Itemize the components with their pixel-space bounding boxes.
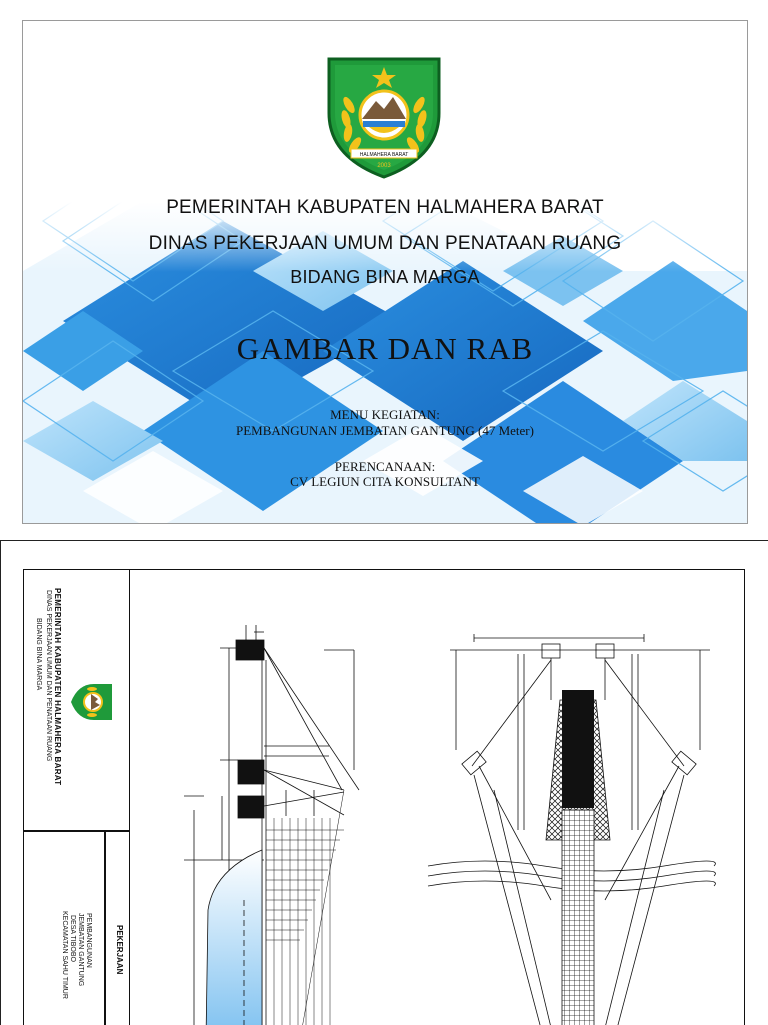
drawing-frame <box>23 569 745 1025</box>
document-title: GAMBAR DAN RAB <box>236 331 534 366</box>
work-line-3: DESA TIBOBO <box>69 915 76 962</box>
work-line-1: PEMBANGUNAN <box>85 913 92 968</box>
work-line-2: JEMBATAN GANTUNG <box>77 913 84 987</box>
section-label-pekerjaan: PEKERJAAN <box>115 925 124 975</box>
menu-kegiatan-label: MENU KEGIATAN: <box>330 407 440 422</box>
perencanaan-value: CV LEGIUN CITA KONSULTANT <box>290 474 480 489</box>
drawing-sheet-page <box>0 540 768 1025</box>
gov-line-regency: PEMERINTAH KABUPATEN HALMAHERA BARAT <box>166 197 604 218</box>
gov-line-division: BIDANG BINA MARGA <box>290 267 480 287</box>
emblem-year-text: 2003 <box>377 163 391 169</box>
menu-kegiatan-value: PEMBANGUNAN JEMBATAN GANTUNG (47 Meter) <box>236 423 534 438</box>
title-block-org-line3: BIDANG BINA MARGA <box>35 618 42 691</box>
perencanaan-label: PERENCANAAN: <box>334 459 436 474</box>
bridge-technical-drawing <box>24 570 744 1025</box>
gov-line-department: DINAS PEKERJAAN UMUM DAN PENATAAN RUANG <box>148 233 622 254</box>
svg-text:HALMAHERA BARAT: HALMAHERA BARAT <box>359 152 409 158</box>
title-block-org-line1: PEMERINTAH KABUPATEN HALMAHERA BARAT <box>53 588 62 786</box>
regency-emblem-logo <box>321 53 447 181</box>
cover-page <box>22 20 748 524</box>
title-block-org-line2: DINAS PEKERJAAN UMUM DAN PENATAAN RUANG <box>45 590 52 762</box>
work-line-4: KECAMATAN SAHU TIMUR <box>61 911 68 999</box>
